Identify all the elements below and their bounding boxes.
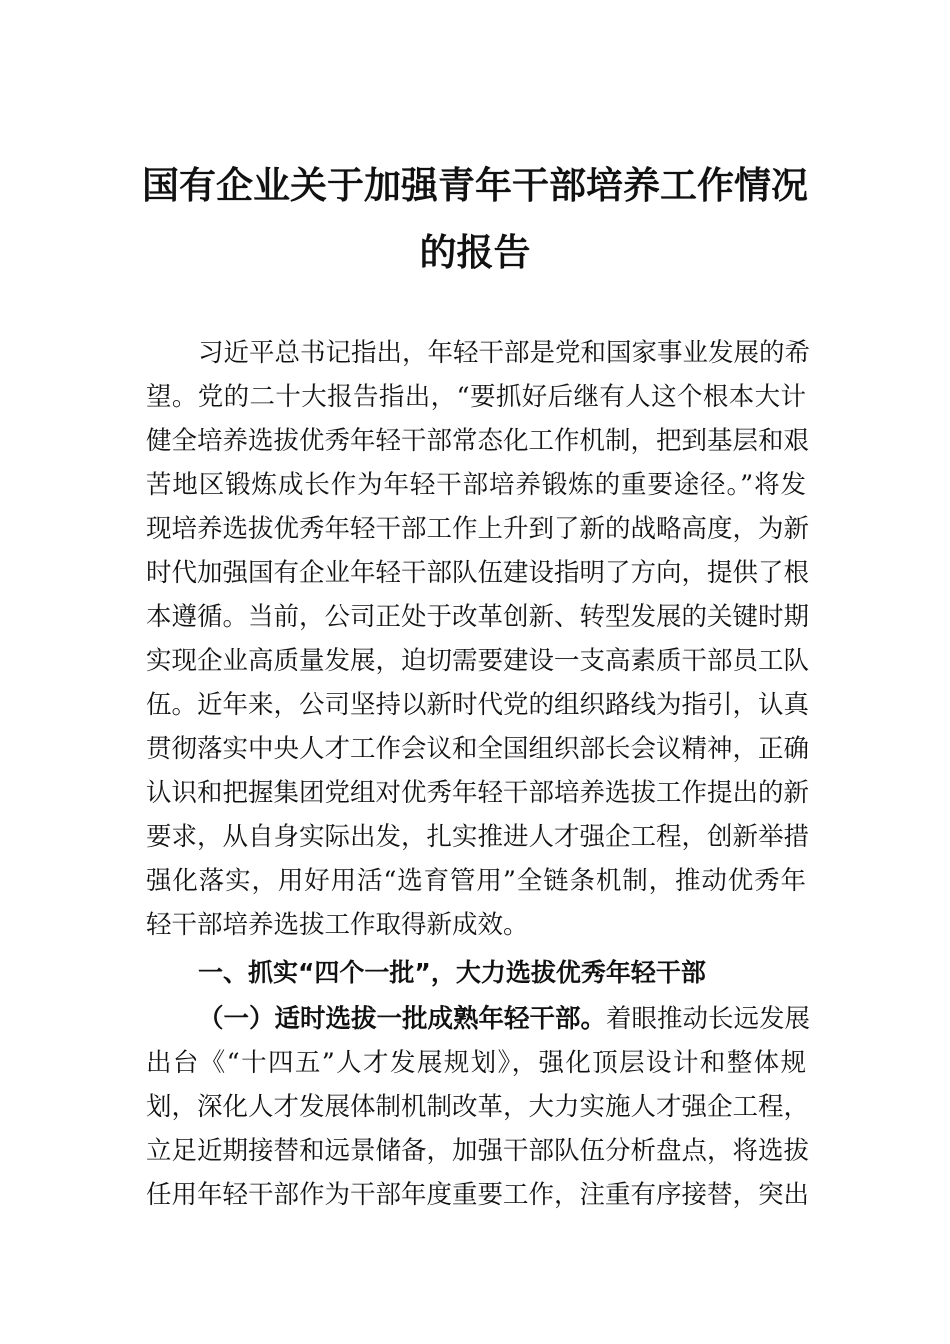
paragraph-line: 划，深化人才发展体制机制改革，大力实施人才强企工程， (146, 1092, 810, 1122)
paragraph-line: 立足近期接替和远景储备，加强干部队伍分析盘点，将选拔 (146, 1136, 810, 1166)
paragraph-line: 时代加强国有企业年轻干部队伍建设指明了方向，提供了根 (146, 558, 810, 588)
paragraph-line: 轻干部培养选拔工作取得新成效。 (146, 910, 529, 940)
paragraph-line: 现培养选拔优秀年轻干部工作上升到了新的战略高度，为新 (146, 514, 810, 544)
paragraph-line: 要求，从自身实际出发，扎实推进人才强企工程，创新举措 (146, 822, 810, 852)
paragraph-line: 贯彻落实中央人才工作会议和全国组织部长会议精神，正确 (146, 734, 810, 764)
subsection-lead: （一）适时选拔一批成熟年轻干部。 (198, 1004, 607, 1034)
paragraph-line: 本遵循。当前，公司正处于改革创新、转型发展的关键时期 (146, 602, 810, 632)
paragraph-line: 望。党的二十大报告指出，“要抓好后继有人这个根本大计 (146, 382, 806, 412)
section-heading: 一、抓实“四个一批”，大力选拔优秀年轻干部 (198, 958, 706, 987)
document-title-line-1: 国有企业关于加强青年干部培养工作情况 (142, 164, 808, 207)
paragraph-line: 伍。近年来，公司坚持以新时代党的组织路线为指引，认真 (146, 690, 810, 720)
paragraph-line: 出台《“十四五”人才发展规划》，强化顶层设计和整体规 (146, 1048, 806, 1078)
paragraph-line: 习近平总书记指出，年轻干部是党和国家事业发展的希 (198, 338, 811, 368)
paragraph-line: 实现企业高质量发展，迫切需要建设一支高素质干部员工队 (146, 646, 810, 676)
paragraph-line: 健全培养选拔优秀年轻干部常态化工作机制，把到基层和艰 (146, 426, 810, 456)
paragraph-line: 苦地区锻炼成长作为年轻干部培养锻炼的重要途径。”将发 (146, 470, 806, 500)
subsection-text: 着眼推动长远发展 (606, 1004, 811, 1034)
paragraph-line: 任用年轻干部作为干部年度重要工作，注重有序接替，突出 (146, 1180, 810, 1210)
document-title-line-2: 的报告 (419, 231, 531, 274)
paragraph-line: 强化落实，用好用活“选育管用”全链条机制，推动优秀年 (146, 866, 806, 896)
paragraph-line (198, 1004, 811, 1034)
paragraph-line: 认识和把握集团党组对优秀年轻干部培养选拔工作提出的新 (146, 778, 810, 808)
